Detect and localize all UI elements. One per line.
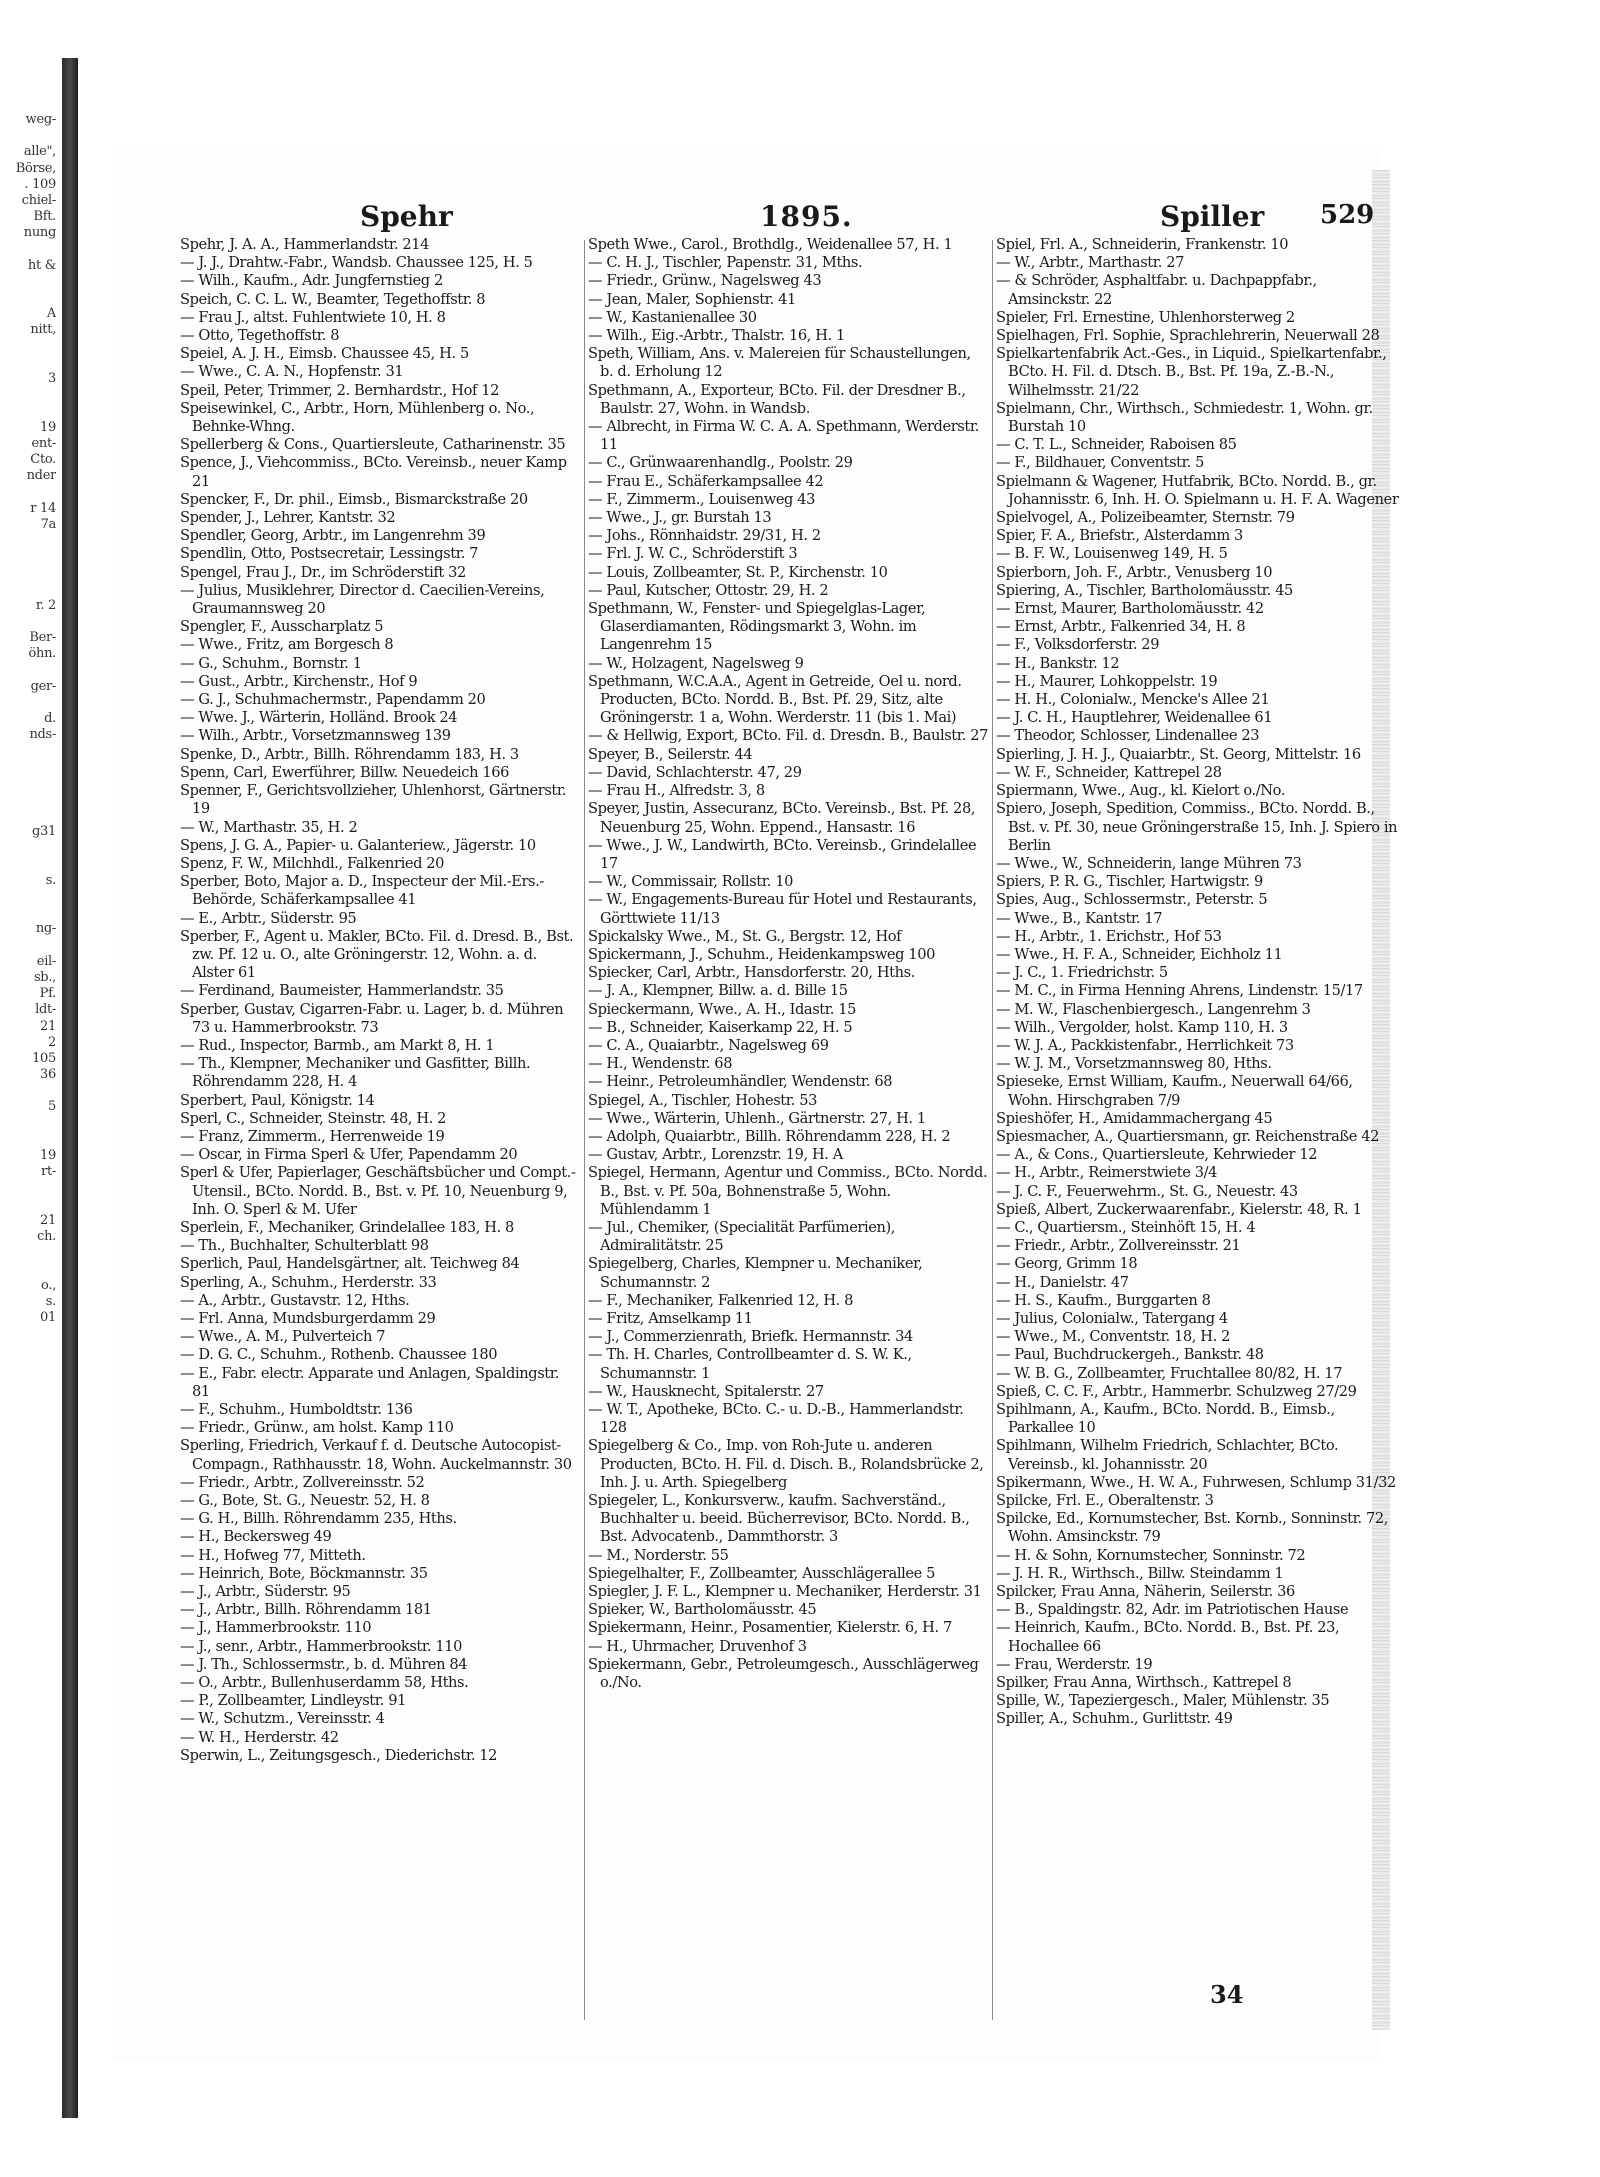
- directory-entry: — C. T. L., Schneider, Raboisen 85: [996, 436, 1237, 454]
- facing-page-text-fragment: [0, 242, 56, 258]
- directory-entry: — P., Zollbeamter, Lindleystr. 91: [180, 1692, 406, 1710]
- directory-entry: — Franz, Zimmerm., Herrenweide 19: [180, 1127, 445, 1145]
- facing-page-text-fragment: [0, 339, 56, 355]
- facing-page-text-fragment: d.: [44, 710, 56, 726]
- directory-entry: Spieler, Frl. Ernestine, Uhlenhorsterweg 2: [996, 308, 1295, 326]
- directory-entry: — J. C. F., Feuerwehrm., St. G., Neuestr. 43: [996, 1182, 1298, 1200]
- facing-page-text-fragment: [0, 889, 56, 905]
- directory-entry: — W., Commissair, Rollstr. 10: [588, 873, 793, 891]
- directory-entry: Spencker, F., Dr. phil., Eimsb., Bismarckstraße 20: [180, 490, 528, 508]
- directory-entry: — Heinr., Petroleumhändler, Wendenstr. 68: [588, 1073, 893, 1091]
- directory-entry: Spies, Aug., Schlossermstr., Peterstr. 5: [996, 891, 1268, 909]
- facing-page-text-fragment: s.: [45, 872, 56, 888]
- directory-entry: — W., Marthastr. 35, H. 2: [180, 818, 358, 836]
- facing-page-text-fragment: nitt,: [30, 322, 56, 338]
- facing-page-text-fragment: 19: [40, 419, 56, 435]
- directory-entry: — Friedr., Arbtr., Zollvereinsstr. 21: [996, 1237, 1241, 1255]
- directory-entry: — H. S., Kaufm., Burggarten 8: [996, 1291, 1211, 1309]
- directory-entry: — Johs., Rönnhaidstr. 29/31, H. 2: [588, 527, 821, 545]
- directory-entry: — & Hellwig, Export, BCto. Fil. d. Dresdn. B., Baulstr. 27: [588, 727, 988, 745]
- directory-entry: — D. G. C., Schuhm., Rothenb. Chaussee 180: [180, 1346, 498, 1364]
- directory-entry: Spickalsky Wwe., M., St. G., Bergstr. 12, Hof: [588, 927, 902, 945]
- directory-entry: Speth, William, Ans. v. Malereien für Schaustellungen, b. d. Erholung 12: [588, 345, 971, 381]
- directory-entry: — Rud., Inspector, Barmb., am Markt 8, H. 1: [180, 1036, 495, 1054]
- facing-page-text-fragment: Cto.: [30, 451, 56, 467]
- facing-page-text-fragment: Bft.: [33, 209, 56, 225]
- facing-page-text-fragment: [0, 1261, 56, 1277]
- directory-entry: — Th., Buchhalter, Schulterblatt 98: [180, 1237, 429, 1255]
- facing-page-text-fragment: nder: [26, 468, 56, 484]
- facing-page-text-fragment: nung: [23, 225, 56, 241]
- directory-entry: Sperling, Friedrich, Verkauf f. d. Deutsche Autocopist-Compagn., Rathhausstr. 18, Wohn. Auckelmannstr. 30: [180, 1437, 572, 1473]
- facing-page-text-fragment: ger-: [30, 678, 56, 694]
- directory-entry: Spendlin, Otto, Postsecretair, Lessingstr. 7: [180, 545, 479, 563]
- page-number: 529: [1320, 200, 1375, 230]
- directory-entry: — C. A., Quaiarbtr., Nagelsweg 69: [588, 1036, 829, 1054]
- facing-page-text-fragment: [0, 403, 56, 419]
- directory-entry: — G., Schuhm., Bornstr. 1: [180, 654, 362, 672]
- directory-entry: Spiekermann, Heinr., Posamentier, Kielerstr. 6, H. 7: [588, 1619, 952, 1637]
- facing-page-text-fragment: g31: [32, 824, 56, 840]
- directory-entry: — David, Schlachterstr. 47, 29: [588, 763, 802, 781]
- directory-entry: Spendler, Georg, Arbtr., im Langenrehm 39: [180, 527, 486, 545]
- facing-page-text-fragment: [0, 1197, 56, 1213]
- directory-entry: — Ernst, Arbtr., Falkenried 34, H. 8: [996, 618, 1246, 636]
- facing-page-text-fragment: 105: [32, 1050, 56, 1066]
- facing-page-text-fragment: [0, 905, 56, 921]
- directory-entry: — E., Arbtr., Süderstr. 95: [180, 909, 357, 927]
- facing-page-text-fragment: [0, 614, 56, 630]
- directory-entry: Spille, W., Tapeziergesch., Maler, Mühlenstr. 35: [996, 1692, 1330, 1710]
- directory-entry: — O., Arbtr., Bullenhuserdamm 58, Hths.: [180, 1674, 469, 1692]
- directory-entry: Speyer, Justin, Assecuranz, BCto. Vereinsb., Bst. Pf. 28, Neuenburg 25, Wohn. Eppend., Hansastr. 16: [588, 800, 976, 836]
- facing-page-text-fragment: [0, 1083, 56, 1099]
- directory-entry: — F., Bildhauer, Conventstr. 5: [996, 454, 1204, 472]
- directory-entry: Spielhagen, Frl. Sophie, Sprachlehrerin, Neuerwall 28: [996, 327, 1380, 345]
- directory-entry: Spehr, J. A. A., Hammerlandstr. 214: [180, 236, 429, 253]
- directory-column-1: [180, 236, 580, 2026]
- directory-entry: — W., Arbtr., Marthastr. 27: [996, 254, 1184, 272]
- directory-entry: — Oscar, in Firma Sperl & Ufer, Papendamm 20: [180, 1146, 518, 1164]
- directory-entry: — J., Arbtr., Billh. Röhrendamm 181: [180, 1601, 432, 1619]
- directory-entry: — Wwe., A. M., Pulverteich 7: [180, 1328, 386, 1346]
- directory-entry: Spielmann & Wagener, Hutfabrik, BCto. Nordd. B., gr. Johannisstr. 6, Inh. H. O. Spielmann u. H. F. A. Wagener: [996, 472, 1399, 508]
- directory-entry: — J., Commerzienrath, Briefk. Hermannstr. 34: [588, 1328, 913, 1346]
- directory-entry: — E., Fabr. electr. Apparate und Anlagen, Spaldingstr. 81: [180, 1364, 559, 1400]
- directory-entry: — Wwe., Wärterin, Uhlenh., Gärtnerstr. 27, H. 1: [588, 1109, 926, 1127]
- facing-page-text-fragment: 5: [48, 1099, 56, 1115]
- directory-entry: Spihlmann, A., Kaufm., BCto. Nordd. B., Eimsb., Parkallee 10: [996, 1401, 1335, 1437]
- directory-entry: — J. Th., Schlossermstr., b. d. Mühren 84: [180, 1655, 468, 1673]
- directory-entry: — Gust., Arbtr., Kirchenstr., Hof 9: [180, 672, 418, 690]
- directory-entry: — W. B. G., Zollbeamter, Fruchtallee 80/82, H. 17: [996, 1364, 1343, 1382]
- directory-entry: Spender, J., Lehrer, Kantstr. 32: [180, 509, 396, 527]
- directory-entry: — G. J., Schuhmachermstr., Papendamm 20: [180, 691, 486, 709]
- directory-entry: — Wilh., Kaufm., Adr. Jungfernstieg 2: [180, 272, 443, 290]
- directory-entry: — C. H. J., Tischler, Papenstr. 31, Mths.: [588, 254, 863, 272]
- facing-page-text-fragment: ch.: [37, 1228, 56, 1244]
- directory-entry: Spiegeler, L., Konkursverw., kaufm. Sachverständ., Buchhalter u. beeid. Bücherrevisor, BCto. Nordd. B., Bst. Advocatenb., Dammthorstr. 3: [588, 1492, 970, 1546]
- facing-page-text-fragment: A: [46, 306, 56, 322]
- directory-entry: Spihlmann, Wilhelm Friedrich, Schlachter, BCto. Vereinsb., kl. Johannisstr. 20: [996, 1437, 1339, 1473]
- directory-entry: — A., & Cons., Quartiersleute, Kehrwieder 12: [996, 1146, 1318, 1164]
- directory-entry: — Jul., Chemiker, (Specialität Parfümerien), Admiralitätstr. 25: [588, 1218, 896, 1255]
- directory-entry: Spethmann, A., Exporteur, BCto. Fil. der Dresdner B., Baulstr. 27, Wohn. in Wandsb.: [588, 381, 966, 417]
- directory-entry: — Wwe., B., Kantstr. 17: [996, 909, 1163, 927]
- directory-entry: Spiekermann, Gebr., Petroleumgesch., Ausschlägerweg o./No.: [588, 1655, 979, 1692]
- directory-entry: — H., Bankstr. 12: [996, 654, 1120, 672]
- directory-entry: — M. C., in Firma Henning Ahrens, Lindenstr. 15/17: [996, 982, 1363, 1000]
- directory-entry: Sperber, Boto, Major a. D., Inspecteur der Mil.-Ers.-Behörde, Schäferkampsallee 41: [180, 873, 544, 909]
- directory-entry: Sperl, C., Schneider, Steinstr. 48, H. 2: [180, 1109, 447, 1127]
- directory-entry: Spiegelhalter, F., Zollbeamter, Ausschlägerallee 5: [588, 1564, 935, 1582]
- directory-entry: Spieß, C. C. F., Arbtr., Hammerbr. Schulzweg 27/29: [996, 1382, 1357, 1400]
- directory-entry: — J. C. H., Hauptlehrer, Weidenallee 61: [996, 709, 1273, 727]
- directory-entry: — H., Maurer, Lohkoppelstr. 19: [996, 672, 1218, 690]
- directory-entry: — Wwe., W., Schneiderin, lange Mühren 73: [996, 854, 1302, 872]
- directory-entry: — Paul, Kutscher, Ottostr. 29, H. 2: [588, 581, 829, 599]
- directory-entry: — C., Quartiersm., Steinhöft 15, H. 4: [996, 1218, 1256, 1236]
- directory-entry: — W. J. M., Vorsetzmannsweg 80, Hths.: [996, 1055, 1272, 1073]
- directory-entry: Sperber, F., Agent u. Makler, BCto. Fil. d. Dresd. B., Bst. zw. Pf. 12 u. O., alte Gröningerstr. 12, Wohn. a. d. Alster 61: [180, 927, 574, 982]
- directory-entry: Spilcke, Frl. E., Oberaltenstr. 3: [996, 1492, 1214, 1510]
- facing-page-text-fragment: [0, 776, 56, 792]
- directory-entry: — Louis, Zollbeamter, St. P., Kirchenstr. 10: [588, 563, 888, 581]
- directory-entry: — J., senr., Arbtr., Hammerbrookstr. 110: [180, 1637, 463, 1655]
- facing-page-text-fragment: nds-: [29, 727, 56, 743]
- facing-page-text-fragment: [0, 840, 56, 856]
- directory-entry: — Wwe., J. W., Landwirth, BCto. Vereinsb., Grindelallee 17: [588, 836, 977, 872]
- directory-entry: — Georg, Grimm 18: [996, 1255, 1138, 1273]
- directory-entry: — Theodor, Schlosser, Lindenallee 23: [996, 727, 1260, 745]
- directory-entry: Spierborn, Joh. F., Arbtr., Venusberg 10: [996, 563, 1273, 581]
- facing-page-text-fragment: [0, 1132, 56, 1148]
- facing-page-text-fragment: [0, 1245, 56, 1261]
- directory-entry: — H. & Sohn, Kornumstecher, Sonninstr. 72: [996, 1546, 1306, 1564]
- directory-entry: Spiegelberg & Co., Imp. von Roh-Jute u. anderen Producten, BCto. H. Fil. d. Disch. B., Rolandsbrücke 2, Inh. J. u. Arth. Spiegelberg: [588, 1437, 984, 1491]
- facing-page-text-fragment: [0, 290, 56, 306]
- directory-entry: — Th. H. Charles, Controllbeamter d. S. W. K., Schumannstr. 1: [588, 1346, 912, 1382]
- directory-entry: — Frau H., Alfredstr. 3, 8: [588, 782, 765, 800]
- directory-entry: — Paul, Buchdruckergeh., Bankstr. 48: [996, 1346, 1264, 1364]
- directory-entry: — J. C., 1. Friedrichstr. 5: [996, 964, 1168, 982]
- directory-entry: Speil, Peter, Trimmer, 2. Bernhardstr., Hof 12: [180, 381, 499, 399]
- directory-entry: — Frl. J. W. C., Schröderstift 3: [588, 545, 798, 563]
- directory-entry: Spiegelberg, Charles, Klempner u. Mechaniker, Schumannstr. 2: [588, 1255, 923, 1291]
- directory-entry: — B., Schneider, Kaiserkamp 22, H. 5: [588, 1018, 853, 1036]
- directory-entry: — W., Kastanienallee 30: [588, 308, 757, 326]
- facing-page-text-fragment: . 109: [24, 176, 56, 192]
- directory-entry: Spielvogel, A., Polizeibeamter, Sternstr. 79: [996, 509, 1295, 527]
- directory-entry: — W., Hausknecht, Spitalerstr. 27: [588, 1382, 824, 1400]
- facing-page-text-fragment: [0, 355, 56, 371]
- directory-entry: — Wwe., C. A. N., Hopfenstr. 31: [180, 363, 404, 381]
- directory-entry: — Wwe. J., Wärterin, Holländ. Brook 24: [180, 709, 458, 727]
- directory-entry: — A., Arbtr., Gustavstr. 12, Hths.: [180, 1291, 410, 1309]
- directory-entry: — W., Holzagent, Nagelsweg 9: [588, 654, 804, 672]
- directory-entry: Spiel, Frl. A., Schneiderin, Frankenstr. 10: [996, 236, 1289, 253]
- directory-entry: Spickermann, J., Schuhm., Heidenkampsweg 100: [588, 945, 935, 963]
- directory-entry: — Julius, Colonialw., Tatergang 4: [996, 1309, 1228, 1327]
- directory-entry: — J. A., Klempner, Billw. a. d. Bille 15: [588, 982, 848, 1000]
- directory-entry: — Frau J., altst. Fuhlentwiete 10, H. 8: [180, 308, 446, 326]
- facing-page-text-fragment: eil-: [36, 953, 56, 969]
- facing-page-text-fragment: [0, 549, 56, 565]
- directory-entry: Sperlich, Paul, Handelsgärtner, alt. Teichweg 84: [180, 1255, 520, 1273]
- directory-entry: — J., Arbtr., Süderstr. 95: [180, 1583, 351, 1601]
- directory-entry: — Th., Klempner, Mechaniker und Gasfitter, Billh. Röhrendamm 228, H. 4: [180, 1055, 531, 1091]
- directory-entry: — W. J. A., Packkistenfabr., Herrlichkeit 73: [996, 1036, 1294, 1054]
- facing-page-text-fragment: [0, 792, 56, 808]
- directory-entry: — Julius, Musiklehrer, Director d. Caecilien-Vereins, Graumannsweg 20: [180, 581, 545, 618]
- column-divider: [584, 240, 585, 2020]
- directory-entry: Spiecker, Carl, Arbtr., Hansdorferstr. 20, Hths.: [588, 964, 915, 982]
- directory-entry: Spilker, Frau Anna, Wirthsch., Kattrepel 8: [996, 1674, 1292, 1692]
- directory-entry: — H., Uhrmacher, Druvenhof 3: [588, 1637, 807, 1655]
- directory-entry: Spiering, A., Tischler, Bartholomäusstr. 45: [996, 581, 1293, 599]
- directory-entry: Spieseke, Ernst William, Kaufm., Neuerwall 64/66, Wohn. Hirschgraben 7/9: [996, 1073, 1353, 1109]
- directory-entry: — M. W., Flaschenbiergesch., Langenrehm 3: [996, 1000, 1311, 1018]
- facing-page-text-fragment: Ber-: [29, 630, 56, 645]
- facing-page-text-fragment: weg-: [25, 112, 56, 127]
- directory-entry: — J. H. R., Wirthsch., Billw. Steindamm 1: [996, 1564, 1284, 1582]
- directory-entry: Spieker, W., Bartholomäusstr. 45: [588, 1601, 817, 1619]
- directory-entry: — W. F., Schneider, Kattrepel 28: [996, 763, 1222, 781]
- directory-entry: Spiller, A., Schuhm., Gurlittstr. 49: [996, 1710, 1233, 1728]
- directory-entry: — Friedr., Grünw., am holst. Kamp 110: [180, 1419, 454, 1437]
- facing-page-text-fragment: ldt-: [35, 1002, 56, 1018]
- directory-entry: — F., Schuhm., Humboldtstr. 136: [180, 1401, 413, 1418]
- directory-entry: Spenn, Carl, Ewerführer, Billw. Neuedeich 166: [180, 763, 509, 781]
- directory-entry: — Wwe., Fritz, am Borgesch 8: [180, 636, 394, 654]
- directory-entry: Spiegel, A., Tischler, Hohestr. 53: [588, 1091, 817, 1109]
- facing-page-text-fragment: [0, 581, 56, 597]
- facing-page-text-fragment: Pf.: [39, 986, 56, 1002]
- directory-entry: — Albrecht, in Firma W. C. A. A. Spethmann, Werderstr. 11: [588, 418, 980, 454]
- facing-page-text-fragment: alle",: [23, 144, 56, 160]
- directory-entry: — G. H., Billh. Röhrendamm 235, Hths.: [180, 1510, 457, 1528]
- facing-page-text-fragment: 01: [40, 1309, 56, 1325]
- facing-page-text-fragment: Börse,: [15, 160, 56, 176]
- directory-entry: Spethmann, W., Fenster- und Spiegelglas-Lager, Glaserdiamanten, Rödingsmarkt 3, Wohn. im Langenrehm 15: [588, 600, 926, 654]
- directory-entry: Sperber, Gustav, Cigarren-Fabr. u. Lager, b. d. Mühren 73 u. Hammerbrookstr. 73: [180, 1000, 564, 1036]
- directory-entry: Spethmann, W.C.A.A., Agent in Getreide, Oel u. nord. Producten, BCto. Nordd. B., Bst. Pf. 29, Sitz, alte Gröningerstr. 1 a, Wohn. Werderstr. 11 (bis 1. Mai): [588, 672, 962, 727]
- facing-page-text-fragment: [0, 695, 56, 711]
- facing-page-text-fragment: [0, 484, 56, 500]
- facing-page-text-fragment: 21: [40, 1212, 56, 1228]
- facing-page-text-fragment: 3: [48, 371, 56, 386]
- directory-entry: — Jean, Maler, Sophienstr. 41: [588, 290, 796, 308]
- directory-entry: Spenke, D., Arbtr., Billh. Röhrendamm 183, H. 3: [180, 745, 519, 763]
- facing-page-text-fragment: rt-: [41, 1164, 56, 1180]
- facing-page-text-fragment: s.: [45, 1293, 56, 1309]
- directory-entry: Spiermann, Wwe., Aug., kl. Kielort o./No.: [996, 782, 1286, 800]
- directory-entry: Spellerberg & Cons., Quartiersleute, Catharinenstr. 35: [180, 436, 566, 454]
- facing-page-text-fragment: ent-: [31, 435, 56, 451]
- directory-entry: Spilcke, Ed., Kornumstecher, Bst. Kornb., Sonninstr. 72, Wohn. Amsinckstr. 79: [996, 1510, 1389, 1546]
- directory-entry: Speich, C. C. L. W., Beamter, Tegethoffstr. 8: [180, 290, 486, 308]
- directory-entry: — F., Zimmerm., Louisenweg 43: [588, 490, 816, 508]
- directory-entry: — Wwe., J., gr. Burstah 13: [588, 509, 772, 527]
- directory-entry: Spieshöfer, H., Amidammachergang 45: [996, 1109, 1273, 1127]
- facing-page-text-fragment: 7a: [40, 516, 56, 532]
- directory-entry: Spiers, P. R. G., Tischler, Hartwigstr. 9: [996, 873, 1263, 891]
- directory-entry: — Wwe., M., Conventstr. 18, H. 2: [996, 1328, 1230, 1346]
- directory-entry: Speth Wwe., Carol., Brothdlg., Weidenallee 57, H. 1: [588, 236, 953, 253]
- facing-page-text-fragment: [0, 760, 56, 776]
- directory-entry: — H., Arbtr., Reimerstwiete 3/4: [996, 1164, 1218, 1182]
- facing-page-text-fragment: [0, 533, 56, 549]
- facing-page-text-fragment: chiel-: [21, 192, 56, 208]
- directory-entry: — B., Spaldingstr. 82, Adr. im Patriotischen Hause: [996, 1601, 1349, 1619]
- directory-entry: — Wilh., Eig.-Arbtr., Thalstr. 16, H. 1: [588, 327, 845, 345]
- directory-entry: Spiegel, Hermann, Agentur und Commiss., BCto. Nordd. B., Bst. v. Pf. 50a, Bohnenstraße 5, Wohn. Mühlendamm 1: [588, 1164, 988, 1218]
- directory-entry: — W. T., Apotheke, BCto. C.- u. D.-B., Hammerlandstr. 128: [588, 1401, 964, 1437]
- directory-entry: — F., Volksdorferstr. 29: [996, 636, 1160, 654]
- facing-page-fragment: [0, 112, 56, 2112]
- facing-page-text-fragment: 36: [40, 1067, 56, 1083]
- facing-page-text-fragment: öhn.: [28, 646, 56, 662]
- facing-page-text-fragment: ht &: [27, 257, 56, 273]
- directory-entry: — Friedr., Grünw., Nagelsweg 43: [588, 272, 822, 290]
- facing-page-text-fragment: 2: [48, 1034, 56, 1050]
- directory-entry: — Frau, Werderstr. 19: [996, 1655, 1153, 1673]
- directory-entry: — M., Norderstr. 55: [588, 1546, 729, 1564]
- directory-entry: Sperling, A., Schuhm., Herderstr. 33: [180, 1273, 437, 1291]
- directory-entry: Sperwin, L., Zeitungsgesch., Diederichstr. 12: [180, 1746, 498, 1764]
- directory-entry: Spiegler, J. F. L., Klempner u. Mechaniker, Herderstr. 31: [588, 1583, 982, 1601]
- facing-page-text-fragment: r. 2: [35, 597, 56, 613]
- facing-page-text-fragment: [0, 1180, 56, 1196]
- directory-entry: — W., Schutzm., Vereinsstr. 4: [180, 1710, 385, 1728]
- column-divider: [992, 240, 993, 2020]
- facing-page-text-fragment: sb.,: [33, 969, 56, 985]
- directory-entry: — W., Engagements-Bureau für Hotel und Restaurants, Görttwiete 11/13: [588, 891, 977, 927]
- book-binding-edge: [62, 58, 78, 2118]
- directory-entry: Speyer, B., Seilerstr. 44: [588, 745, 753, 763]
- directory-entry: — Adolph, Quaiarbtr., Billh. Röhrendamm 228, H. 2: [588, 1127, 951, 1145]
- directory-column-3: [996, 236, 1401, 2026]
- directory-entry: Spieckermann, Wwe., A. H., Idastr. 15: [588, 1000, 856, 1018]
- facing-page-text-fragment: [0, 808, 56, 824]
- running-head-last-entry: Spiller: [1160, 200, 1265, 233]
- directory-entry: — Frl. Anna, Mundsburgerdamm 29: [180, 1309, 436, 1327]
- directory-entry: — J. J., Drahtw.-Fabr., Wandsb. Chaussee 125, H. 5: [180, 254, 533, 272]
- directory-entry: — J., Hammerbrookstr. 110: [180, 1619, 372, 1637]
- facing-page-text-fragment: [0, 1116, 56, 1132]
- directory-entry: — C., Grünwaarenhandlg., Poolstr. 29: [588, 454, 853, 472]
- signature-mark: 34: [1210, 1980, 1244, 2009]
- facing-page-text-fragment: 21: [40, 1018, 56, 1034]
- directory-entry: Spengel, Frau J., Dr., im Schröderstift 32: [180, 563, 466, 581]
- directory-entry: Speisewinkel, C., Arbtr., Horn, Mühlenberg o. No., Behnke-Whng.: [180, 399, 535, 436]
- directory-entry: Sperl & Ufer, Papierlager, Geschäftsbücher und Compt.-Utensil., BCto. Nordd. B., Bst. v. Pf. 10, Neuenburg 9, Inh. O. Sperl & M. Ufer: [180, 1164, 576, 1218]
- directory-column-2: [588, 236, 988, 2026]
- directory-entry: — Wilh., Vergolder, holst. Kamp 110, H. 3: [996, 1018, 1288, 1036]
- directory-entry: — Otto, Tegethoffstr. 8: [180, 327, 340, 345]
- facing-page-text-fragment: [0, 662, 56, 678]
- directory-entry: — Wwe., H. F. A., Schneider, Eichholz 11: [996, 945, 1283, 963]
- facing-page-text-fragment: [0, 387, 56, 403]
- directory-entry: Spenz, F. W., Milchhdl., Falkenried 20: [180, 854, 445, 872]
- directory-entry: — H. H., Colonialw., Mencke's Allee 21: [996, 691, 1270, 709]
- directory-entry: Sperbert, Paul, Königstr. 14: [180, 1091, 375, 1109]
- directory-entry: — Ernst, Maurer, Bartholomäusstr. 42: [996, 600, 1264, 618]
- directory-entry: — Ferdinand, Baumeister, Hammerlandstr. 35: [180, 982, 504, 1000]
- directory-entry: — Gustav, Arbtr., Lorenzstr. 19, H. A: [588, 1146, 843, 1164]
- directory-entry: — B. F. W., Louisenweg 149, H. 5: [996, 545, 1228, 563]
- directory-entry: — H., Beckersweg 49: [180, 1528, 332, 1546]
- directory-entry: — Frau E., Schäferkampsallee 42: [588, 472, 824, 490]
- facing-page-text-fragment: [0, 857, 56, 873]
- directory-entry: — Heinrich, Bote, Böckmannstr. 35: [180, 1564, 428, 1582]
- directory-entry: — H., Wendenstr. 68: [588, 1055, 733, 1073]
- facing-page-text-fragment: ng-: [35, 921, 56, 937]
- directory-entry: Spiero, Joseph, Spedition, Commiss., BCto. Nordd. B., Bst. v. Pf. 30, neue Gröningerstraße 15, Inh. J. Spiero in Berlin: [996, 800, 1398, 854]
- directory-entry: Spielmann, Chr., Wirthsch., Schmiedestr. 1, Wohn. gr. Burstah 10: [996, 399, 1373, 436]
- directory-entry: Spieß, Albert, Zuckerwaarenfabr., Kielerstr. 48, R. 1: [996, 1200, 1362, 1218]
- directory-entry: — Heinrich, Kaufm., BCto. Nordd. B., Bst. Pf. 23, Hochallee 66: [996, 1619, 1340, 1655]
- directory-entry: Sperlein, F., Mechaniker, Grindelallee 183, H. 8: [180, 1218, 514, 1236]
- directory-entry: Spiesmacher, A., Quartiersmann, gr. Reichenstraße 42: [996, 1127, 1379, 1145]
- facing-page-text-fragment: [0, 128, 56, 144]
- directory-entry: Spikermann, Wwe., H. W. A., Fuhrwesen, Schlump 31/32: [996, 1473, 1396, 1491]
- running-head-year: 1895.: [760, 200, 853, 233]
- facing-page-text-fragment: o.,: [41, 1277, 56, 1293]
- directory-entry: Spence, J., Viehcommiss., BCto. Vereinsb., neuer Kamp 21: [180, 454, 567, 490]
- directory-entry: — W. H., Herderstr. 42: [180, 1728, 339, 1746]
- facing-page-text-fragment: r 14: [30, 500, 56, 516]
- facing-page-text-fragment: 19: [40, 1148, 56, 1163]
- directory-entry: — G., Bote, St. G., Neuestr. 52, H. 8: [180, 1492, 430, 1510]
- directory-entry: — & Schröder, Asphaltfabr. u. Dachpappfabr., Amsinckstr. 22: [996, 272, 1317, 308]
- directory-entry: — H., Hofweg 77, Mitteth.: [180, 1546, 366, 1564]
- directory-entry: Speiel, A. J. H., Eimsb. Chaussee 45, H. 5: [180, 345, 469, 363]
- running-head-first-entry: Spehr: [360, 200, 453, 233]
- facing-page-text-fragment: [0, 938, 56, 954]
- facing-page-text-fragment: [0, 743, 56, 759]
- directory-entry: Spens, J. G. A., Papier- u. Galanteriew., Jägerstr. 10: [180, 836, 536, 854]
- directory-entry: — H., Arbtr., 1. Erichstr., Hof 53: [996, 927, 1222, 945]
- directory-entry: Spielkartenfabrik Act.-Ges., in Liquid., Spielkartenfabr., BCto. H. Fil. d. Dtsch. B., Bst. Pf. 19a, Z.-B.-N., Wilhelmsstr. 21/22: [996, 345, 1387, 399]
- directory-entry: Spenner, F., Gerichtsvollzieher, Uhlenhorst, Gärtnerstr. 19: [180, 782, 567, 818]
- directory-entry: — Fritz, Amselkamp 11: [588, 1309, 753, 1327]
- directory-entry: Spilcker, Frau Anna, Näherin, Seilerstr. 36: [996, 1583, 1295, 1601]
- directory-entry: — H., Danielstr. 47: [996, 1273, 1129, 1291]
- directory-entry: — F., Mechaniker, Falkenried 12, H. 8: [588, 1291, 854, 1309]
- directory-entry: — Wilh., Arbtr., Vorsetzmannsweg 139: [180, 727, 451, 745]
- facing-page-text-fragment: [0, 274, 56, 290]
- facing-page-text-fragment: [0, 565, 56, 581]
- directory-entry: Spier, F. A., Briefstr., Alsterdamm 3: [996, 527, 1243, 545]
- directory-entry: Spierling, J. H. J., Quaiarbtr., St. Georg, Mittelstr. 16: [996, 745, 1361, 763]
- directory-entry: Spengler, F., Ausscharplatz 5: [180, 618, 384, 636]
- directory-entry: — Friedr., Arbtr., Zollvereinsstr. 52: [180, 1473, 425, 1491]
